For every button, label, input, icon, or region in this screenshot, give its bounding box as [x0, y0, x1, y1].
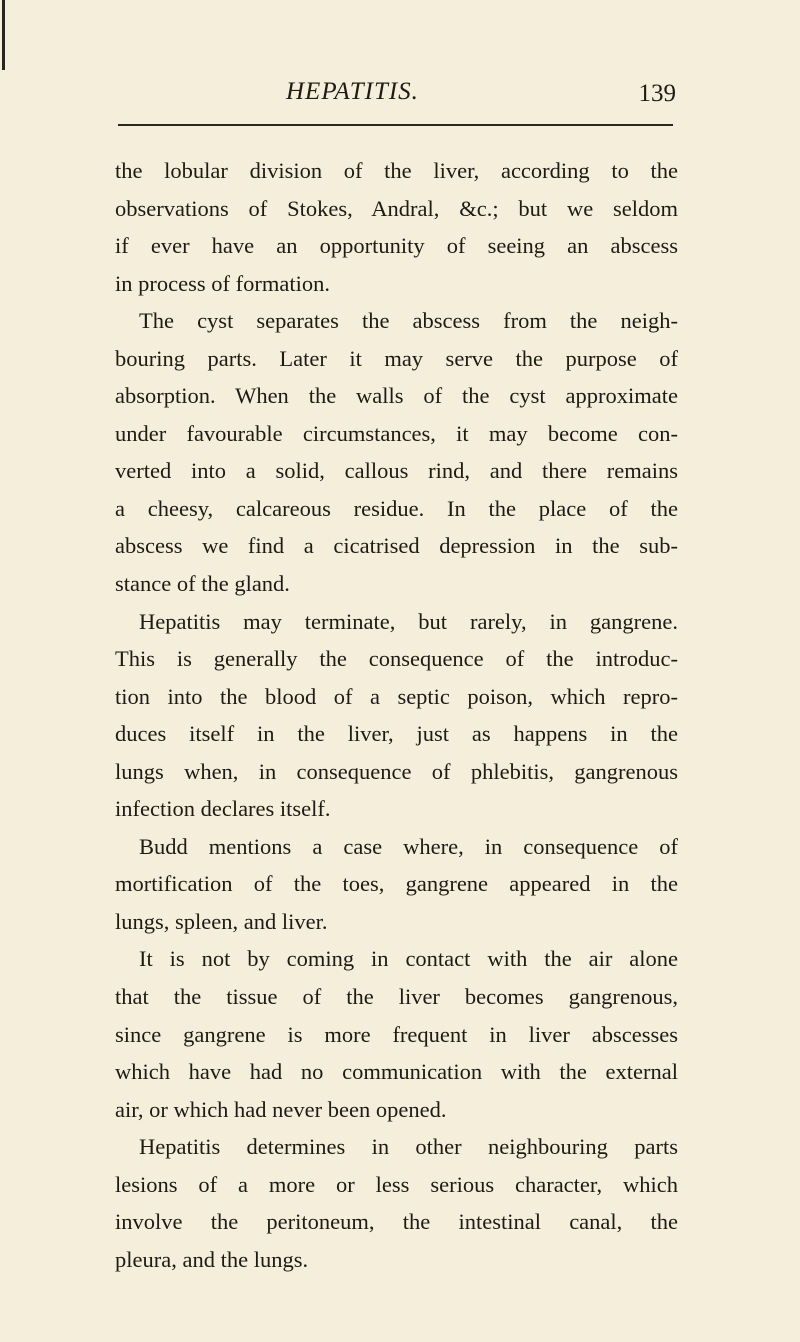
text-line: It is not by coming in contact with the air alone [139, 946, 678, 972]
text-line: abscess we find a cicatrised depression in the sub- [115, 533, 678, 559]
text-line: the lobular division of the liver, according to the [115, 158, 678, 183]
text-line: involve the peritoneum, the intestinal canal, the [115, 1209, 678, 1235]
text-line: stance of the gland. [115, 571, 290, 597]
page-edge-shadow [2, 0, 5, 70]
text-line: mortification of the toes, gangrene appeared in the [115, 871, 678, 897]
text-line: tion into the blood of a septic poison, which repro- [115, 683, 678, 709]
text-line: This is generally the consequence of the introduc- [115, 646, 678, 672]
paragraph-6 [115, 1128, 678, 1278]
text-line: lungs, spleen, and liver. [115, 908, 328, 934]
text-line: Budd mentions a case where, in consequence of [139, 833, 678, 859]
paragraph-5 [115, 940, 678, 1128]
header-rule [118, 124, 673, 126]
text-line: pleura, and the lungs. [115, 1246, 309, 1272]
text-line: if ever have an opportunity of seeing an abscess [115, 233, 678, 259]
text-line: in process of formation. [115, 270, 330, 296]
text-line: verted into a solid, callous rind, and there remains [115, 458, 678, 484]
paragraph-4 [115, 828, 678, 941]
text-line: which have had no communication with the external [115, 1059, 678, 1085]
text-line: air, or which had never been opened. [115, 1096, 447, 1122]
text-line: Hepatitis determines in other neighbouring parts [139, 1134, 678, 1160]
text-line: since gangrene is more frequent in liver abscesses [115, 1021, 678, 1047]
text-line: under favourable circumstances, it may become con- [115, 420, 678, 446]
text-line: observations of Stokes, Andral, &c.; but we seldom [115, 195, 678, 221]
text-line: Hepatitis may terminate, but rarely, in gangrene. [139, 608, 678, 634]
text-line: absorption. When the walls of the cyst approximate [115, 383, 678, 409]
text-line: that the tissue of the liver becomes gangrenous, [115, 984, 678, 1010]
paragraph-1 [115, 152, 678, 302]
text-line: infection declares itself. [115, 796, 331, 822]
paragraph-2 [115, 302, 678, 602]
text-line: lungs when, in consequence of phlebitis, gangrenous [115, 758, 678, 784]
paragraph-3 [115, 603, 678, 828]
body-text [115, 152, 678, 1278]
text-line: duces itself in the liver, just as happens in the [115, 721, 678, 747]
text-line: a cheesy, calcareous residue. In the place of the [115, 495, 678, 521]
page-number: 139 [638, 80, 676, 107]
text-line: bouring parts. Later it may serve the purpose of [115, 345, 678, 371]
chapter-title: HEPATITIS. [286, 78, 419, 105]
running-head [116, 78, 676, 118]
text-line: The cyst separates the abscess from the neigh- [139, 308, 678, 334]
text-line: lesions of a more or less serious character, which [115, 1171, 678, 1197]
